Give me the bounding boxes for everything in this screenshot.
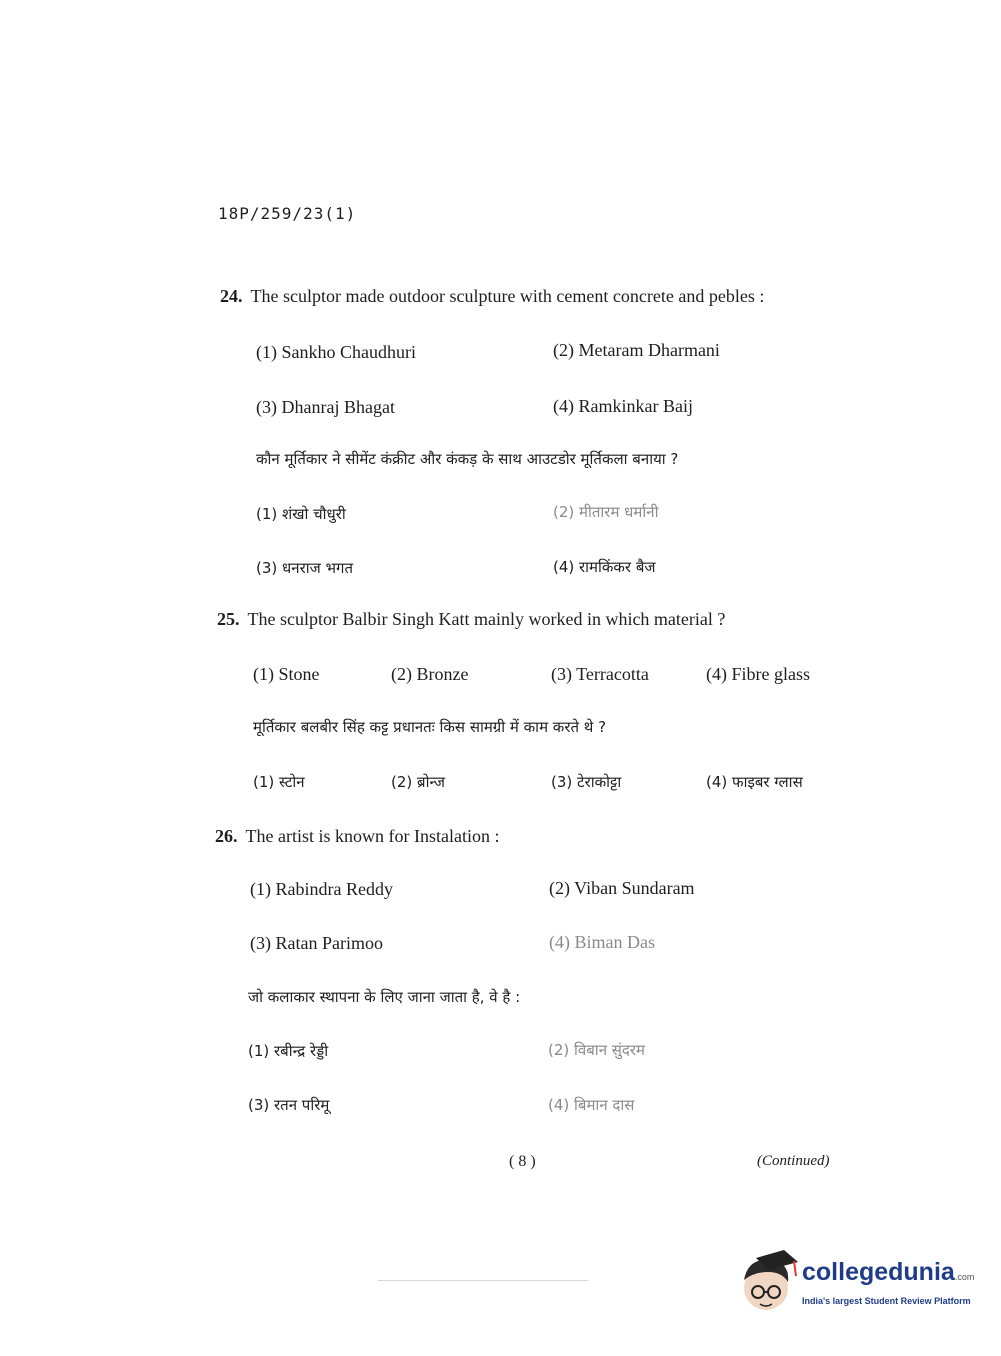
option-en: (2) Viban Sundaram: [549, 878, 695, 898]
page-number: ( 8 ): [509, 1153, 536, 1170]
option-en: (1) Stone: [253, 664, 320, 684]
question-number: 24.: [220, 286, 243, 306]
question-25: [217, 609, 725, 630]
question-text-hi: जो कलाकार स्थापना के लिए जाना जाता है, वे है :: [248, 988, 521, 1006]
brand-tagline: India's largest Student Review Platform: [802, 1296, 971, 1306]
option-en: (4) Ramkinkar Baij: [553, 396, 693, 416]
option-hi: (1) शंखो चौधुरी: [256, 505, 346, 523]
question-24: [220, 286, 764, 307]
option-en: (1) Rabindra Reddy: [250, 879, 393, 899]
option-hi: (3) टेराकोट्टा: [551, 773, 622, 791]
brand-name: collegedunia: [802, 1258, 955, 1286]
option-en: (3) Ratan Parimoo: [250, 933, 383, 953]
option-en: (4) Biman Das: [549, 932, 655, 952]
continued-label: (Continued): [757, 1153, 830, 1169]
question-text-en: The artist is known for Instalation :: [245, 826, 500, 846]
option-en: (3) Dhanraj Bhagat: [256, 397, 395, 417]
question-text-en: The sculptor Balbir Singh Katt mainly worked in which material ?: [247, 609, 726, 629]
option-en: (4) Fibre glass: [706, 664, 810, 684]
mascot-icon: [738, 1250, 800, 1316]
option-en: (2) Bronze: [391, 664, 469, 684]
question-26: [215, 826, 499, 847]
option-en: (3) Terracotta: [551, 664, 649, 684]
question-number: 25.: [217, 609, 240, 629]
option-hi: (4) बिमान दास: [548, 1096, 635, 1114]
option-hi: (1) स्टोन: [253, 773, 305, 791]
option-hi: (2) मीतारम धर्मानी: [553, 503, 659, 521]
question-number: 26.: [215, 826, 238, 846]
option-hi: (2) विबान सुंदरम: [548, 1041, 645, 1059]
option-hi: (3) रतन परिमू: [248, 1096, 330, 1114]
brand-suffix: .com: [954, 1272, 975, 1282]
paper-code: 18P/259/23(1): [218, 204, 357, 223]
option-hi: (2) ब्रोन्ज: [391, 773, 446, 791]
collegedunia-logo: [738, 1250, 978, 1320]
option-hi: (4) फाइबर ग्लास: [706, 773, 803, 791]
option-hi: (1) रबीन्द्र रेड्डी: [248, 1042, 329, 1060]
option-en: (1) Sankho Chaudhuri: [256, 342, 416, 362]
question-text-hi: कौन मूर्तिकार ने सीमेंट कंक्रीट और कंकड़ के साथ आउटडोर मूर्तिकला बनाया ?: [256, 450, 679, 468]
bottom-rule: [378, 1280, 588, 1281]
option-hi: (4) रामकिंकर बैज: [553, 558, 656, 576]
option-hi: (3) धनराज भगत: [256, 559, 354, 577]
question-text-hi: मूर्तिकार बलबीर सिंह कट्ट प्रधानतः किस सामग्री में काम करते थे ?: [253, 718, 607, 736]
question-text-en: The sculptor made outdoor sculpture with cement concrete and pebles :: [250, 286, 765, 306]
option-en: (2) Metaram Dharmani: [553, 340, 720, 360]
